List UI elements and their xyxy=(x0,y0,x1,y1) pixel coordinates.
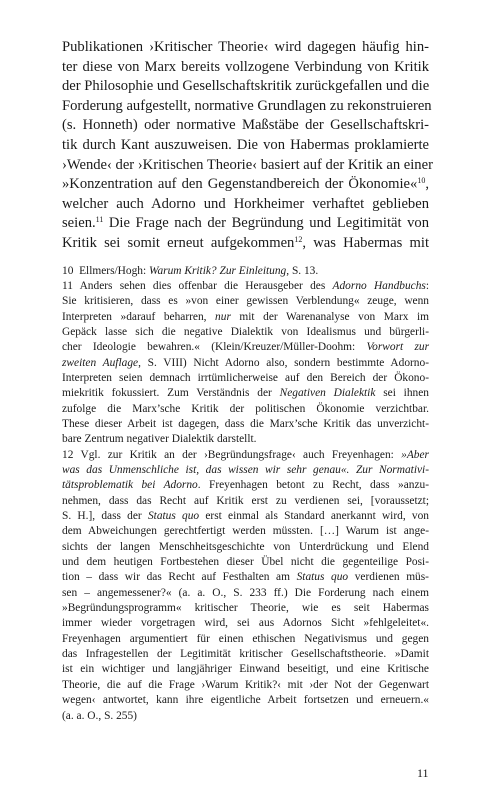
text-fragment: Ellmers/Hogh: xyxy=(79,264,150,277)
footnote-line xyxy=(62,570,429,585)
footnote-11 xyxy=(62,279,429,448)
text-fragment: erst einmal als Standard anerkannt wird, von xyxy=(199,510,429,523)
text-fragment: »Konzentration auf den Gegenstandbereich der Ökonomie« xyxy=(62,176,418,193)
footnote-line: (a. a. O., S. 255) xyxy=(62,709,137,722)
text-line xyxy=(62,214,429,234)
text-fragment: cher Ideologie bewahren.« (Klein/Kreuzer/Müller-Doohm: xyxy=(62,341,367,354)
footnote-line: bare Zentrum negativer Dialektik darstellt. xyxy=(62,433,257,446)
text-fragment: 11 Anders sehen dies offenbar die Herausgeber des xyxy=(62,279,333,292)
italic-word: nur xyxy=(215,310,231,323)
footnote-line: ist ein wichtiger und langjähriger Einwand beseitigt, und eine Kritische xyxy=(62,663,429,676)
italic-title: Vorwort zur xyxy=(366,341,429,354)
footnote-line xyxy=(62,509,429,524)
footnote-line: nehmen, dass das Recht auf Kritik erst zu verdienen sei, [voraussetzt; xyxy=(62,494,429,507)
italic-term: Status quo xyxy=(296,571,349,584)
footnote-line: Gepäck lasse sich die negative Dialektik von Idealismus und bürgerli- xyxy=(62,325,429,338)
footnote-line xyxy=(62,448,429,463)
italic-title: zweiten Auflage xyxy=(62,356,139,369)
book-page xyxy=(62,38,433,724)
footnote-number: 10 xyxy=(62,264,74,277)
footnote-line: sichts der langen Menschheitsgeschichte von Unterdrückung und Elend xyxy=(62,540,429,553)
text-fragment: . Freyenhagen betont zu Recht, dass »anzu- xyxy=(197,479,429,492)
footnote-line: immer wieder vorgetragen wird, sei aus Adornos Sicht »fehlgeleitet«. xyxy=(62,617,429,630)
text-fragment: , xyxy=(425,176,429,193)
footnote-line: Theorie, die auf die Frage ›Warum Kritik?‹ mit ›der Not der Gegenwart xyxy=(62,678,429,691)
text-line: welcher auch Adorno und Horkheimer verhaftet geblieben xyxy=(62,195,429,212)
footnote-line: und dem heutigen Fortbestehen dieser Übel nicht die gegenteilige Posi- xyxy=(62,556,429,569)
text-line xyxy=(62,175,429,195)
italic-title: Adorno Handbuchs xyxy=(332,279,426,292)
footnote-line xyxy=(62,356,429,371)
footnote-line: Interpreten seien demnach irrtümlicherweise auf den Bereich der Ökono- xyxy=(62,371,429,384)
footnote-line: »Begründungsprogramm« kritischer Theorie, wie es seit Habermas xyxy=(62,602,429,615)
text-fragment: , S. 13. xyxy=(286,264,319,277)
text-fragment: , was Habermas mit xyxy=(302,234,429,251)
footnote-line xyxy=(62,310,429,325)
footnote-line: sen – angemessener?« (a. a. O., S. 233 ff.) Die Forderung nach einem xyxy=(62,586,429,599)
text-fragment: mit der Warenanalyse von Marx im xyxy=(230,310,429,323)
text-fragment: : xyxy=(425,279,430,292)
page-number: 11 xyxy=(417,766,429,780)
text-line: Publikationen ›Kritischer Theorie‹ wird dagegen häufig hin- xyxy=(62,39,429,55)
text-fragment: , S. VIII) Nicht Adorno also, sondern bestimmte Adorno- xyxy=(138,356,429,369)
footnote-line xyxy=(62,386,429,401)
footnote-line: Freyenhagen argumentiert für einen ethischen Negativismus und gegen xyxy=(62,632,429,645)
footnote-line: dem Abweichungen gerechtfertigt werden müssten. […] Warum ist ange- xyxy=(62,525,429,538)
italic-title: Negativen Dialektik xyxy=(279,387,376,400)
italic-term: Status quo xyxy=(147,510,200,523)
text-line: ›Wende‹ der ›Kritischen Theorie‹ basiert auf der Kritik an einer xyxy=(62,156,433,173)
text-line: der Philosophie und Gesellschaftskritik zurückgefallen und die xyxy=(62,78,430,95)
footnote-line: das Infragestellen der Legitimität kritischer Gesellschaftstheorie. »Damit xyxy=(62,648,429,661)
text-fragment: Die Frage nach der Begründung und Legitimität von xyxy=(103,215,429,232)
text-fragment: verdienen müs- xyxy=(348,571,429,584)
footnote-ref-10[interactable]: 10 xyxy=(417,176,426,186)
main-text xyxy=(62,38,433,254)
text-line: ter diese von Marx bereits vollzogene Verbindung von Kritik xyxy=(62,58,429,75)
italic-quote: »Aber xyxy=(401,448,429,461)
footnote-line xyxy=(62,340,429,355)
footnote-ref-11[interactable]: 11 xyxy=(95,215,104,225)
footnote-12 xyxy=(62,448,429,724)
footnote-line xyxy=(62,279,429,294)
text-fragment: miekritik fokussiert. Zum Verständnis der xyxy=(62,387,280,400)
footnote-line: wegen‹ antwortet, kann ihre eigentliche Arbeit fortsetzen und erneuern.« xyxy=(62,694,429,707)
text-fragment: sei ihnen xyxy=(375,387,429,400)
text-line xyxy=(62,234,429,254)
footnote-line: zufolge die Marx’sche Kritik der politischen Ökonomie verzichtbar. xyxy=(62,402,429,415)
footnote-line xyxy=(62,264,429,279)
text-fragment: 12 Vgl. zur Kritik an der ›Begründungsfrage‹ auch Freyenhagen: xyxy=(62,448,402,461)
footnote-line xyxy=(62,463,429,478)
text-line: Forderung aufgestellt, normative Grundlagen zu rekonstruieren xyxy=(62,97,432,114)
footnote-line: These dieser Arbeit ist dagegen, dass die Marx’sche Kritik das unverzicht- xyxy=(62,417,429,430)
italic-title: tätsproblematik bei Adorno xyxy=(62,479,198,492)
footnote-ref-12[interactable]: 12 xyxy=(294,234,303,244)
footnotes xyxy=(62,264,429,724)
footnote-line: Sie kritisieren, dass es »von einer gewissen Verblendung« zeuge, wenn xyxy=(62,295,429,308)
text-fragment: S. H.], dass der xyxy=(62,510,148,523)
italic-quote: was das Unmenschliche ist, das wissen wir sehr genau«. Zur Normativi- xyxy=(62,464,429,476)
text-fragment: Interpreten »darauf beharren, xyxy=(62,310,216,323)
text-fragment: Kritik sei somit erneut aufgekommen xyxy=(62,234,295,251)
footnote-line xyxy=(62,478,429,493)
text-line: (s. Honneth) oder normative Maßstäbe der Gesellschaftskri- xyxy=(62,117,429,134)
italic-title: Warum Kritik? Zur Einleitung xyxy=(149,264,287,277)
text-fragment: seien. xyxy=(62,215,96,232)
text-line: tik durch Kant auszuweisen. Die von Habermas proklamierte xyxy=(62,136,429,153)
footnote-10 xyxy=(62,264,429,279)
text-fragment: tion – dass wir das Recht auf Festhalten am xyxy=(62,571,297,584)
